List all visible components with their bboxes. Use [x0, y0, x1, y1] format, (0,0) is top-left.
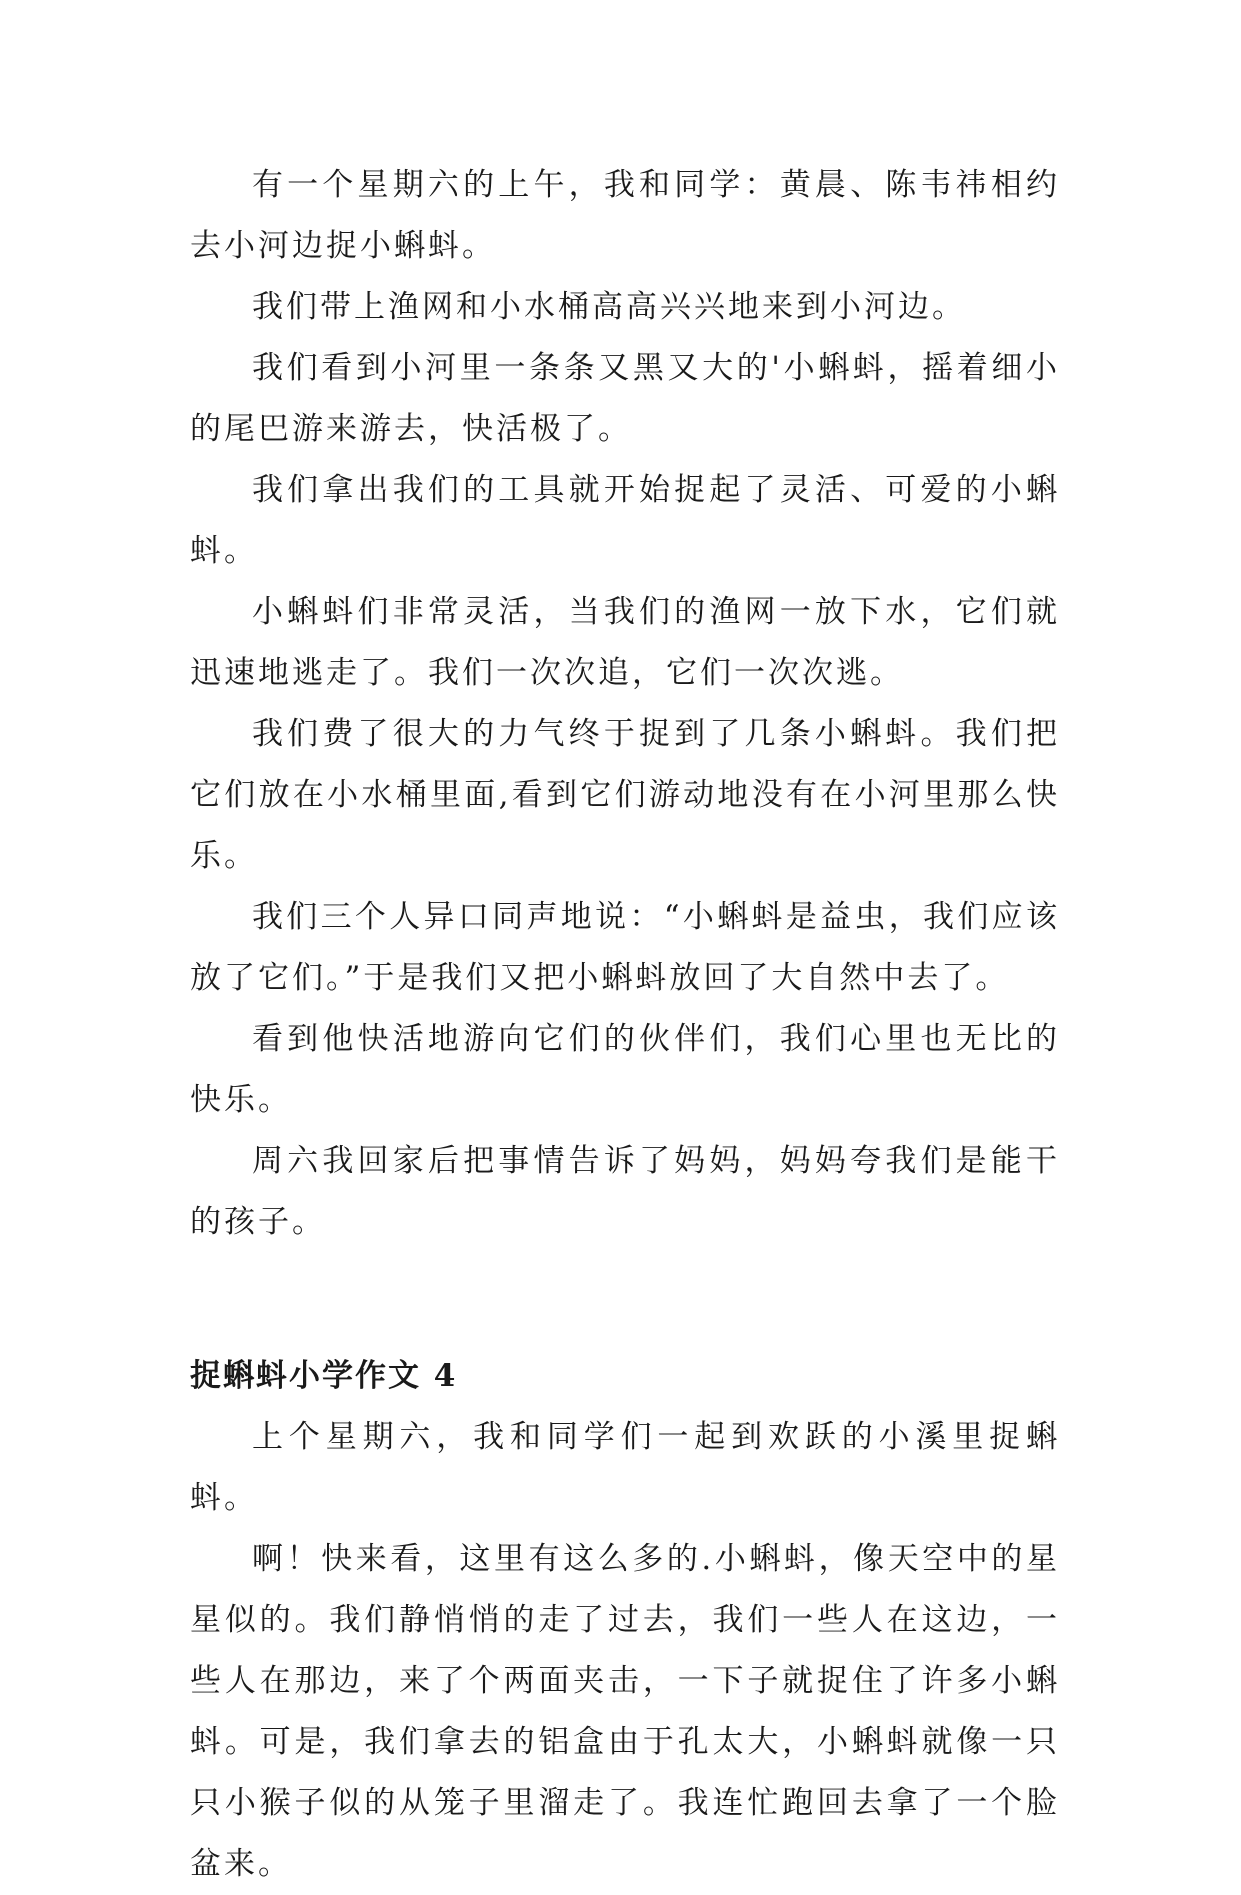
paragraph: 我们费了很大的力气终于捉到了几条小蝌蚪。我们把它们放在小水桶里面,看到它们游动地没有在小河里那么快乐。 — [190, 716, 1060, 874]
paragraph: 啊！快来看，这里有这么多的.小蝌蚪，像天空中的星星似的。我们静悄悄的走了过去，我们一些人在这边，一些人在那边，来了个两面夹击，一下子就捉住了许多小蝌蚪。可是，我们拿去的铝盒由于孔太大，小蝌蚪就像一只只小猴子似的从笼子里溜走了。我连忙跑回去拿了一个脸盆来。 — [190, 1541, 1060, 1882]
document-page — [190, 155, 1060, 1895]
paragraph: 我们看到小河里一条条又黑又大的'小蝌蚪，摇着细小的尾巴游来游去，快活极了。 — [190, 350, 1060, 447]
paragraph: 我们拿出我们的工具就开始捉起了灵活、可爱的小蝌蚪。 — [190, 472, 1060, 569]
paragraph: 小蝌蚪们非常灵活，当我们的渔网一放下水，它们就迅速地逃走了。我们一次次追，它们一次次逃。 — [190, 594, 1060, 691]
paragraph: 有一个星期六的上午，我和同学：黄晨、陈韦祎相约去小河边捉小蝌蚪。 — [190, 167, 1060, 264]
paragraph: 看到他快活地游向它们的伙伴们，我们心里也无比的快乐。 — [190, 1021, 1060, 1118]
paragraph: 周六我回家后把事情告诉了妈妈，妈妈夸我们是能干的孩子。 — [190, 1143, 1060, 1240]
paragraph: 我们三个人异口同声地说：“小蝌蚪是益虫，我们应该放了它们。”于是我们又把小蝌蚪放回了大自然中去了。 — [190, 899, 1060, 996]
section-title: 捉蝌蚪小学作文 4 — [190, 1358, 458, 1394]
paragraph: 我们带上渔网和小水桶高高兴兴地来到小河边。 — [252, 289, 966, 325]
paragraph: 上个星期六，我和同学们一起到欢跃的小溪里捉蝌蚪。 — [190, 1419, 1060, 1516]
